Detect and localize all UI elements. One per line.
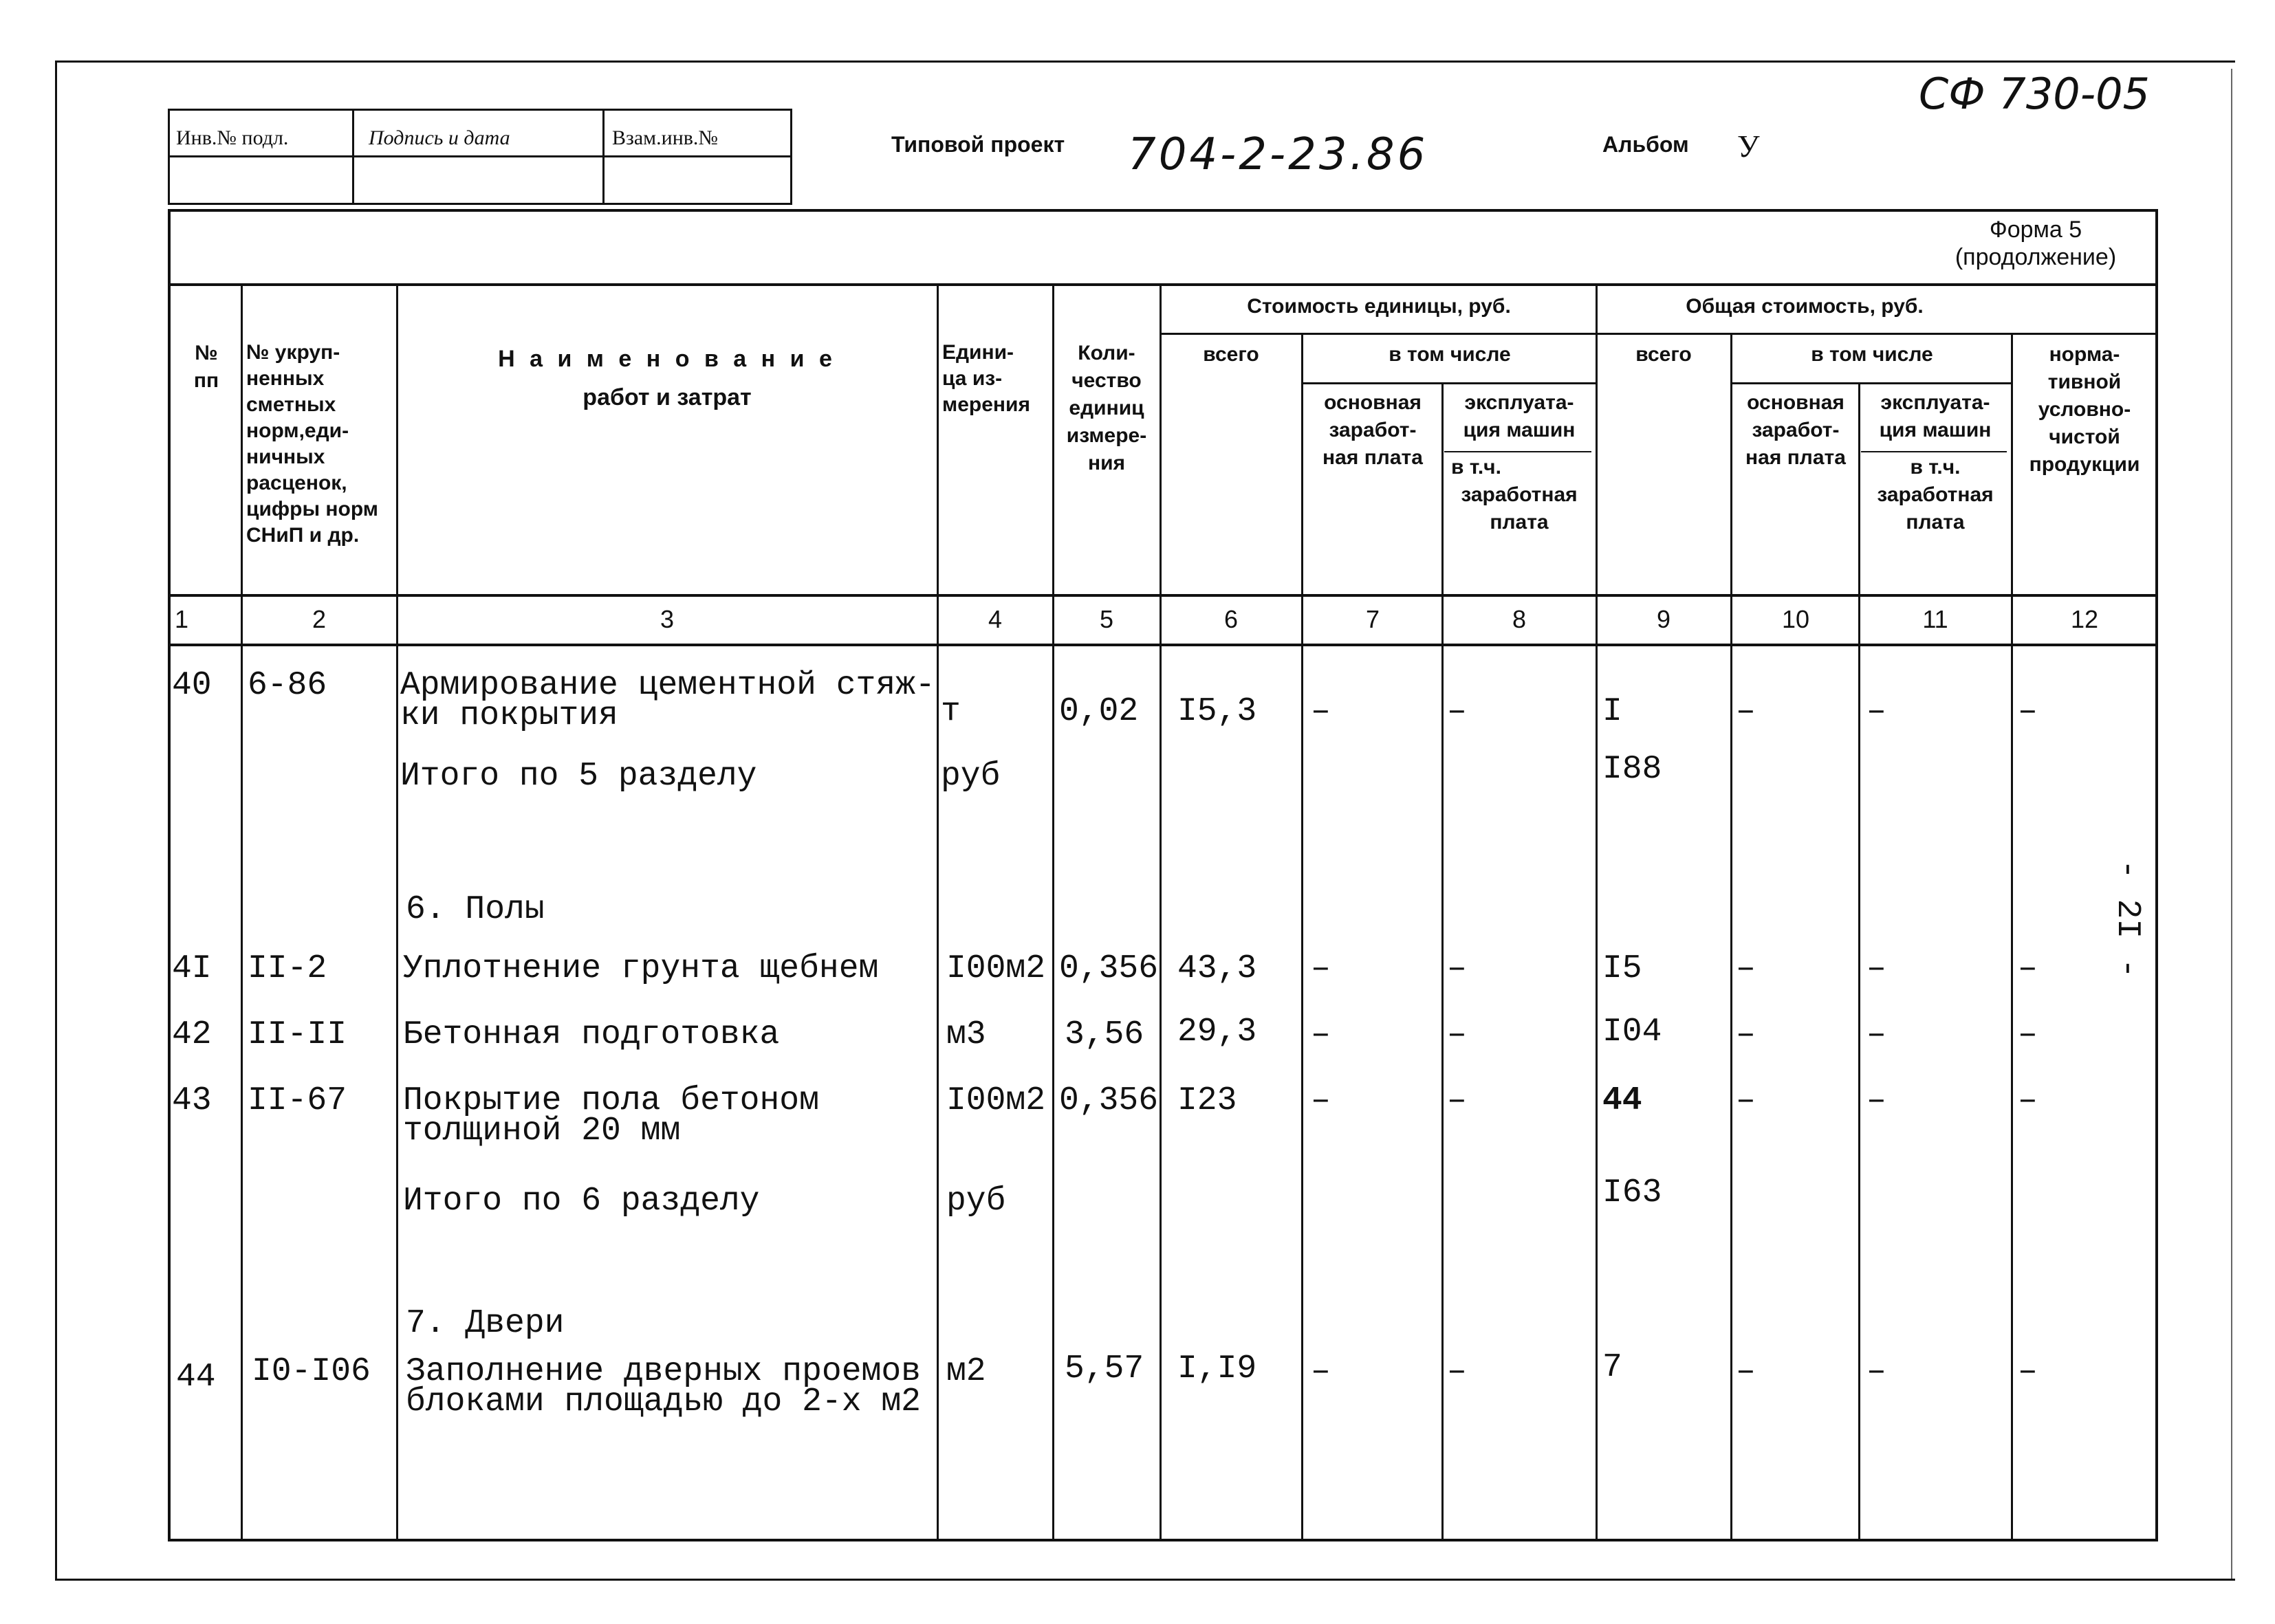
row42-unit: м3 (946, 1016, 986, 1053)
col-number-9: 9 (1656, 605, 1671, 633)
hline-machine-sub-total (1861, 451, 2007, 452)
header-unit-machine-sub-line-1: в т.ч. (1451, 456, 1501, 479)
row44-name-line-1: Заполнение дверных проемов (406, 1353, 921, 1390)
row41-c9: I5 (1602, 950, 1642, 987)
vline-4 (1052, 283, 1054, 1541)
row41-c7: – (1311, 950, 1331, 987)
header-name-line-1: Н а и м е н о в а н и е (498, 346, 836, 372)
total5-name: Итого по 5 разделу (400, 758, 757, 795)
row42-cost: 29,3 (1177, 1013, 1257, 1051)
row40-c7: – (1311, 693, 1331, 730)
header-no (173, 340, 239, 395)
row44-qty: 5,57 (1065, 1350, 1144, 1387)
album-label: Альбом (1602, 132, 1689, 157)
header-unit-machine-sub-line-3: плата (1490, 511, 1549, 534)
header-normative-line-1: норма- (2049, 343, 2120, 366)
header-total-machine-line-1: эксплуата- (1880, 391, 1990, 414)
row40-cost: I5,3 (1177, 693, 1257, 730)
row42-c11: – (1866, 1016, 1886, 1053)
row40-c10: – (1736, 693, 1756, 730)
stamp-replace-label: Взам.инв.№ (612, 127, 719, 149)
row44-c9: 7 (1602, 1349, 1622, 1386)
header-unit-machine-line-1: эксплуата- (1464, 391, 1574, 414)
row40-c9: I (1602, 693, 1622, 730)
stamp-inventory-label: Инв.№ подл. (176, 127, 289, 149)
header-normative (2014, 341, 2155, 479)
row40-code: 6-86 (248, 667, 327, 704)
col-number-8: 8 (1512, 605, 1527, 633)
row41-code: II-2 (248, 950, 327, 987)
page-number: - 2I - (2109, 859, 2146, 978)
header-name-line-2: работ и затрат (583, 384, 752, 410)
header-qty (1055, 340, 1158, 477)
header-total-base-pay-line-2: заработ- (1752, 419, 1840, 441)
header-unit-line-2: ца из- (942, 367, 1003, 390)
header-norms-line-7: цифры норм (246, 498, 378, 520)
row44-c10: – (1736, 1353, 1756, 1390)
header-unit-machine-sub-line-2: заработная (1461, 483, 1578, 506)
row43-c10: – (1736, 1082, 1756, 1119)
col-number-10: 10 (1781, 605, 1810, 633)
header-normative-line-5: продукции (2029, 453, 2140, 476)
row44-no: 44 (176, 1359, 216, 1396)
header-unit (942, 340, 1052, 418)
header-total-incl: в том числе (1811, 343, 1933, 366)
total6-unit: руб (946, 1183, 1006, 1220)
header-norms (246, 340, 395, 549)
vline-6 (1301, 333, 1303, 1541)
header-total-base-pay (1733, 389, 1858, 472)
row41-c11: – (1866, 950, 1886, 987)
outer-frame-left (55, 61, 57, 1580)
header-norms-line-3: сметных (246, 393, 336, 416)
row42-c10: – (1736, 1016, 1756, 1053)
row40-qty: 0,02 (1059, 693, 1139, 730)
row41-cost: 43,3 (1177, 950, 1257, 987)
row41-c12: – (2018, 950, 2038, 987)
col-number-2: 2 (312, 605, 327, 633)
row42-name: Бетонная подготовка (403, 1016, 780, 1053)
header-no-line-2: пп (193, 369, 219, 392)
row42-no: 42 (172, 1016, 212, 1053)
vline-9 (1730, 333, 1732, 1541)
header-total-machine-sub-line-1: в т.ч. (1910, 456, 1961, 479)
vline-5 (1160, 283, 1162, 1541)
hline-incl-unit (1301, 382, 1596, 384)
row43-code: II-67 (248, 1082, 347, 1119)
row44-c12: – (2018, 1353, 2038, 1390)
row42-c12: – (2018, 1016, 2038, 1053)
album-value: У (1737, 129, 1760, 164)
col-number-3: 3 (660, 605, 675, 633)
row44-c8: – (1447, 1353, 1467, 1390)
row44-code: I0-I06 (252, 1353, 371, 1390)
header-unit-base-pay-line-1: основная (1324, 391, 1422, 414)
header-normative-line-3: условно- (2038, 398, 2131, 421)
header-no-line-1: № (195, 342, 218, 364)
row41-c10: – (1736, 950, 1756, 987)
row40-name-line-1: Армирование цементной стяж- (400, 667, 935, 704)
row40-no: 40 (172, 667, 212, 704)
header-qty-line-5: ния (1087, 452, 1126, 474)
row42-c7: – (1311, 1016, 1331, 1053)
header-total-base-pay-line-1: основная (1747, 391, 1844, 414)
row44-unit: м2 (946, 1353, 986, 1390)
section-6-heading: 6. Полы (406, 891, 545, 928)
row43-no: 43 (172, 1082, 212, 1119)
document-code: СФ 730-05 (1919, 69, 2150, 119)
header-normative-line-4: чистой (2049, 426, 2120, 448)
header-qty-line-4: измере- (1066, 424, 1147, 447)
header-total-machine-line-2: ция машин (1879, 419, 1992, 441)
row43-c11: – (1866, 1082, 1886, 1119)
header-norms-line-6: расценок, (246, 472, 347, 494)
row43-c12: – (2018, 1082, 2038, 1119)
row41-unit: I00м2 (946, 950, 1046, 987)
vline-7 (1441, 382, 1444, 1541)
stamp-signature-label: Подпись и дата (369, 127, 510, 149)
row41-c8: – (1447, 950, 1467, 987)
total5-unit: руб (941, 758, 1001, 795)
project-label: Типовой проект (891, 132, 1065, 157)
header-unit-cost: Стоимость единицы, руб. (1247, 295, 1511, 318)
hline-header-bottom (168, 594, 2158, 597)
form-separator (168, 283, 2158, 286)
header-norms-line-4: норм,еди- (246, 419, 349, 442)
header-total-total: всего (1635, 343, 1692, 366)
col-number-1: 1 (174, 605, 189, 633)
header-norms-line-2: ненных (246, 367, 325, 390)
row40-c8: – (1447, 693, 1467, 730)
total5-c9: I88 (1602, 751, 1662, 788)
row42-qty: 3,56 (1065, 1016, 1144, 1053)
header-unit-base-pay-line-2: заработ- (1329, 419, 1417, 441)
header-unit-incl: в том числе (1389, 343, 1511, 366)
header-normative-line-2: тивной (2047, 371, 2122, 393)
header-total-machine-sub-line-2: заработная (1877, 483, 1994, 506)
outer-frame-right (2231, 69, 2232, 1579)
header-norms-line-1: № укруп- (246, 341, 340, 364)
col-number-6: 6 (1223, 605, 1239, 633)
row44-c7: – (1311, 1353, 1331, 1390)
row40-name-line-2: ки покрытия (400, 697, 618, 734)
col-number-4: 4 (988, 605, 1003, 633)
header-unit-line-1: Едини- (942, 341, 1014, 364)
row44-c11: – (1866, 1353, 1886, 1390)
header-unit-machine-line-2: ция машин (1463, 419, 1576, 441)
stamp-divider-h (168, 155, 792, 157)
row41-qty: 0,356 (1059, 950, 1159, 987)
header-norms-line-8: СНиП и др. (246, 524, 360, 547)
outer-frame-top (55, 61, 2235, 63)
total6-c9: I63 (1602, 1174, 1662, 1211)
row42-c8: – (1447, 1016, 1467, 1053)
col-number-11: 11 (1922, 605, 1948, 633)
project-number: 704-2-23.86 (1128, 129, 1428, 180)
row44-name-line-2: блоками площадью до 2-х м2 (406, 1383, 921, 1420)
row40-c12: – (2018, 693, 2038, 730)
row40-c11: – (1866, 693, 1886, 730)
header-qty-line-1: Коли- (1078, 342, 1135, 364)
hline-colnums-bottom (168, 644, 2158, 646)
header-qty-line-2: чество (1071, 369, 1142, 392)
header-norms-line-5: ничных (246, 446, 325, 468)
header-total-machine-sub-line-3: плата (1906, 511, 1965, 534)
header-name (399, 340, 935, 417)
header-total-machine (1861, 389, 2010, 444)
header-unit-machine (1444, 389, 1594, 444)
row43-unit: I00м2 (946, 1082, 1046, 1119)
form-line-2: (продолжение) (1955, 244, 2117, 270)
header-qty-line-3: единиц (1069, 397, 1144, 419)
header-unit-machine-sub (1444, 454, 1594, 536)
hline-cost-groups (1160, 333, 2158, 335)
form-line-1: Форма 5 (1989, 217, 2082, 243)
section-7-heading: 7. Двери (406, 1305, 565, 1342)
vline-2 (396, 283, 398, 1541)
total6-name: Итого по 6 разделу (403, 1183, 760, 1220)
outer-frame-bottom (55, 1579, 2235, 1581)
row43-c9: 44 (1602, 1082, 1642, 1119)
row42-code: II-II (248, 1016, 347, 1053)
row43-cost: I23 (1177, 1082, 1237, 1119)
row43-c7: – (1311, 1082, 1331, 1119)
header-unit-line-3: мерения (942, 393, 1030, 416)
header-unit-base-pay (1304, 389, 1441, 472)
row42-c9: I04 (1602, 1013, 1662, 1051)
row43-c8: – (1447, 1082, 1467, 1119)
hline-incl-total (1730, 382, 2011, 384)
row44-cost: I,I9 (1177, 1350, 1257, 1387)
header-total-machine-sub (1861, 454, 2010, 536)
form-label (1946, 216, 2125, 271)
row41-no: 4I (172, 950, 212, 987)
header-total-cost: Общая стоимость, руб. (1686, 295, 1924, 318)
row43-name-line-1: Покрытие пола бетоном (403, 1082, 819, 1119)
hline-machine-sub-unit (1444, 451, 1591, 452)
header-total-base-pay-line-3: ная плата (1745, 446, 1846, 469)
row40-unit: т (941, 693, 961, 730)
col-number-7: 7 (1365, 605, 1380, 633)
col-number-12: 12 (2070, 605, 2099, 633)
vline-10 (1858, 382, 1860, 1541)
row43-name-line-2: толщиной 20 мм (403, 1112, 681, 1150)
row43-qty: 0,356 (1059, 1082, 1159, 1119)
vline-8 (1596, 283, 1598, 1541)
header-unit-total: всего (1203, 343, 1259, 366)
col-number-5: 5 (1099, 605, 1114, 633)
row41-name: Уплотнение грунта щебнем (403, 950, 879, 987)
vline-11 (2011, 333, 2013, 1541)
vline-3 (937, 283, 939, 1541)
header-unit-base-pay-line-3: ная плата (1322, 446, 1423, 469)
vline-1 (241, 283, 243, 1541)
